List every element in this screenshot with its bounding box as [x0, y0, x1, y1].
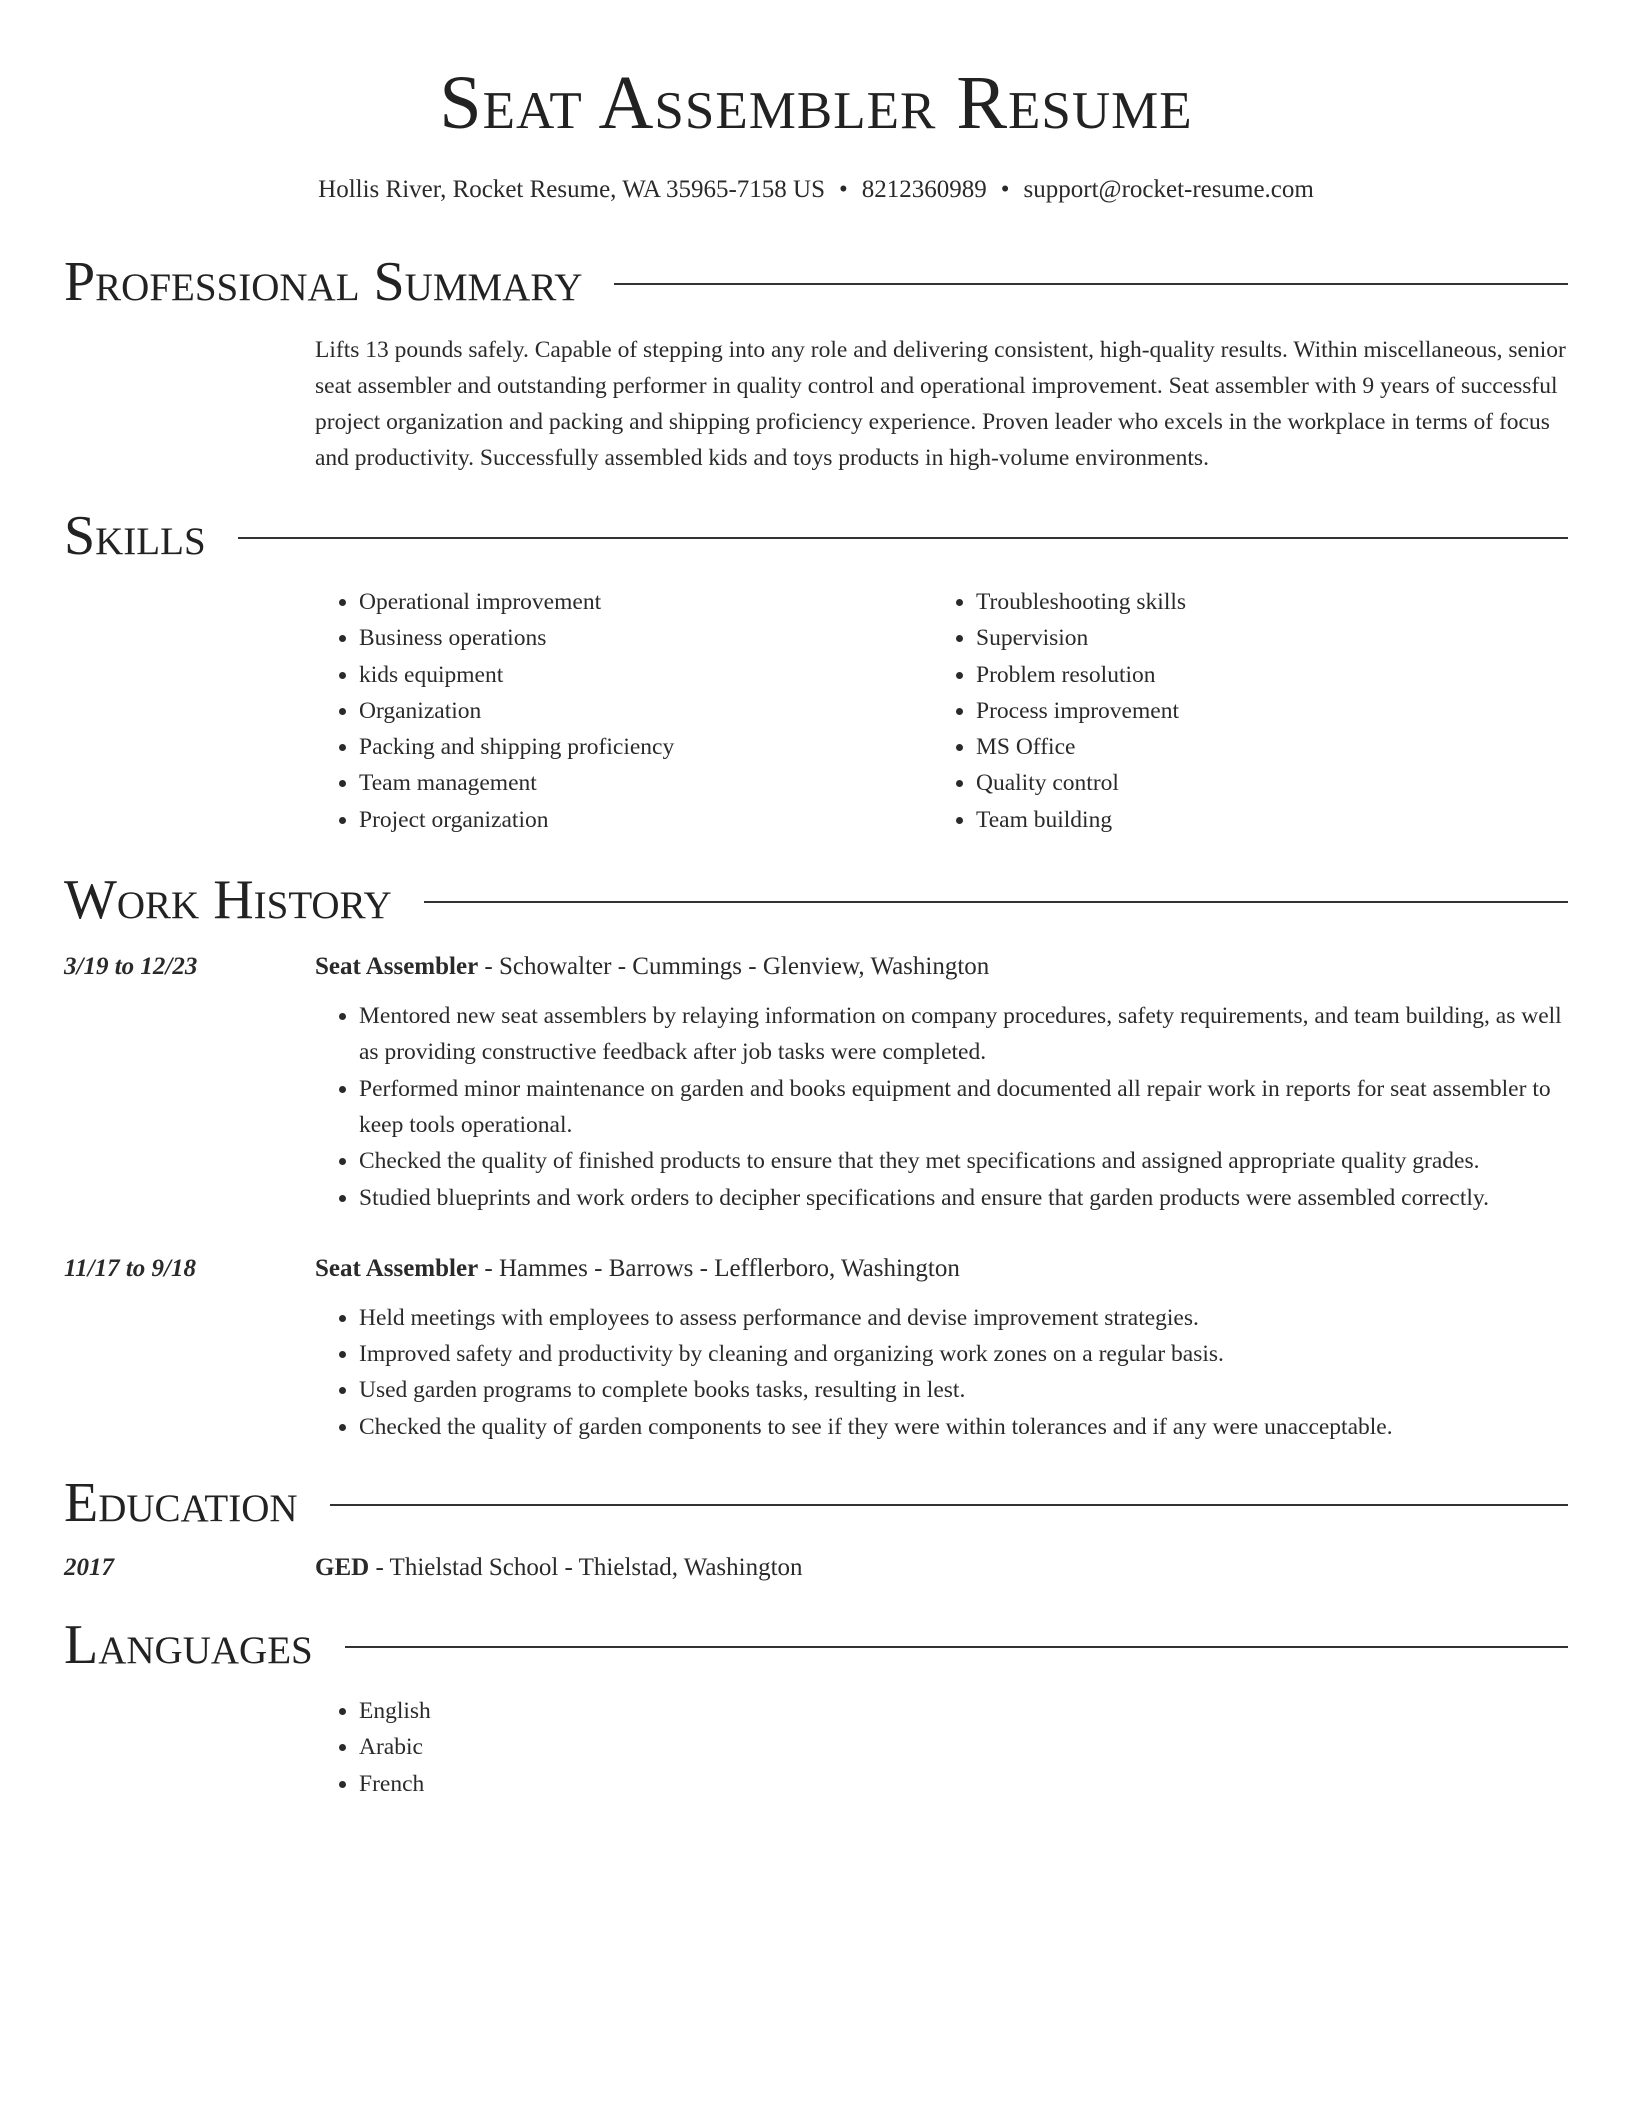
skills-section-header [64, 504, 1568, 568]
skill-item: • Quality control [976, 765, 1549, 801]
language-item: • French [359, 1766, 1568, 1802]
summary-text: Lifts 13 pounds safely. Capable of stepping into any role and delivering consistent, high-quality results. Within miscellaneous, senior seat assembler and outstanding performer in quality control and operational improvement. Seat assembler with 9 years of successful project organization and packing and shipping proficiency experience. Proven leader who excels in the workplace in terms of focus and productivity. Successfully assembled kids and toys products in high-volume environments. [315, 337, 1566, 471]
education-section-header [64, 1471, 1568, 1535]
contact-address: Hollis River, Rocket Resume, WA 35965-7158 US [318, 176, 826, 203]
skill-item: • Business operations [359, 620, 932, 656]
work-heading: Work History [64, 869, 392, 932]
contact-line [64, 174, 1568, 206]
languages-heading: Languages [64, 1614, 313, 1677]
skills-heading: Skills [64, 505, 206, 567]
job-bullet: • Held meetings with employees to assess performance and devise improvement strategies. [359, 1300, 1568, 1336]
summary-section-header [64, 250, 1568, 314]
skill-item: • Problem resolution [976, 657, 1549, 693]
education-degree: GED [315, 1554, 370, 1582]
language-item: • English [359, 1693, 1568, 1729]
skill-item: • Packing and shipping proficiency [359, 729, 932, 765]
job-bullet: • Studied blueprints and work orders to decipher specifications and ensure that garden products were assembled correctly. [359, 1180, 1568, 1216]
job-details: - Hammes - Barrows - Lefflerboro, Washington [478, 1254, 960, 1282]
language-item: • Arabic [359, 1729, 1568, 1765]
job-header [64, 1252, 1568, 1286]
education-line [315, 1551, 803, 1585]
skill-item: • Team management [359, 765, 932, 801]
job-bullet: • Improved safety and productivity by cleaning and organizing work zones on a regular basis. [359, 1336, 1568, 1372]
education-heading: Education [64, 1472, 298, 1535]
skill-item: • Organization [359, 693, 932, 729]
job-header [64, 950, 1568, 984]
section-divider [345, 1646, 1568, 1648]
job-bullets [315, 998, 1568, 1216]
job-dates: 11/17 to 9/18 [64, 1254, 196, 1282]
skill-item: • Supervision [976, 620, 1549, 656]
education-entry [64, 1551, 1568, 1585]
job-title-line [315, 950, 989, 984]
section-divider [238, 537, 1568, 539]
skill-item: • Process improvement [976, 693, 1549, 729]
section-divider [614, 283, 1568, 285]
contact-separator: • [1000, 176, 1010, 203]
job-bullet: • Used garden programs to complete books tasks, resulting in lest. [359, 1372, 1568, 1408]
job-bullet-block [315, 998, 1568, 1216]
resume-page [64, 0, 1568, 1802]
job-bullet: • Checked the quality of finished products to ensure that they met specifications and assigned appropriate quality grades. [359, 1143, 1568, 1179]
section-divider [424, 901, 1568, 903]
languages-list [315, 1693, 1568, 1802]
skill-item: • Troubleshooting skills [976, 584, 1549, 620]
skill-item: • Team building [976, 802, 1549, 838]
work-section-header [64, 868, 1568, 932]
education-details: - Thielstad School - Thielstad, Washington [369, 1554, 803, 1582]
languages-block [315, 1693, 1568, 1802]
job-title: Seat Assembler [315, 953, 479, 981]
resume-title: Seat Assembler Resume [439, 61, 1193, 145]
skill-item: • kids equipment [359, 657, 932, 693]
job-title: Seat Assembler [315, 1254, 479, 1282]
skills-columns [315, 584, 1568, 838]
languages-section-header [64, 1613, 1568, 1677]
section-divider [330, 1504, 1568, 1506]
summary-heading: Professional Summary [64, 251, 583, 313]
contact-separator: • [839, 176, 848, 203]
job-dates: 3/19 to 12/23 [64, 953, 198, 981]
job-bullets [315, 1300, 1568, 1445]
job-title-line [315, 1252, 960, 1286]
contact-phone: 8212360989 [861, 176, 987, 203]
skills-list-right [932, 584, 1549, 838]
skill-item: • Operational improvement [359, 584, 932, 620]
contact-email: support@rocket-resume.com [1023, 176, 1314, 203]
skill-item: • Project organization [359, 802, 932, 838]
job-bullet: • Checked the quality of garden components to see if they were within tolerances and if any were unacceptable. [359, 1409, 1568, 1445]
job-bullet: • Mentored new seat assemblers by relaying information on company procedures, safety requirements, and team building, as well as providing constructive feedback after job tasks were completed. [359, 998, 1568, 1071]
job-bullet-block [315, 1300, 1568, 1445]
education-year: 2017 [64, 1554, 114, 1582]
job-bullet: • Performed minor maintenance on garden and books equipment and documented all repair work in reports for seat assembler to keep tools operational. [359, 1071, 1568, 1144]
skill-item: • MS Office [976, 729, 1549, 765]
job-spacer [64, 1216, 1568, 1234]
job-details: - Schowalter - Cummings - Glenview, Washington [478, 953, 990, 981]
skills-list-left [315, 584, 932, 838]
